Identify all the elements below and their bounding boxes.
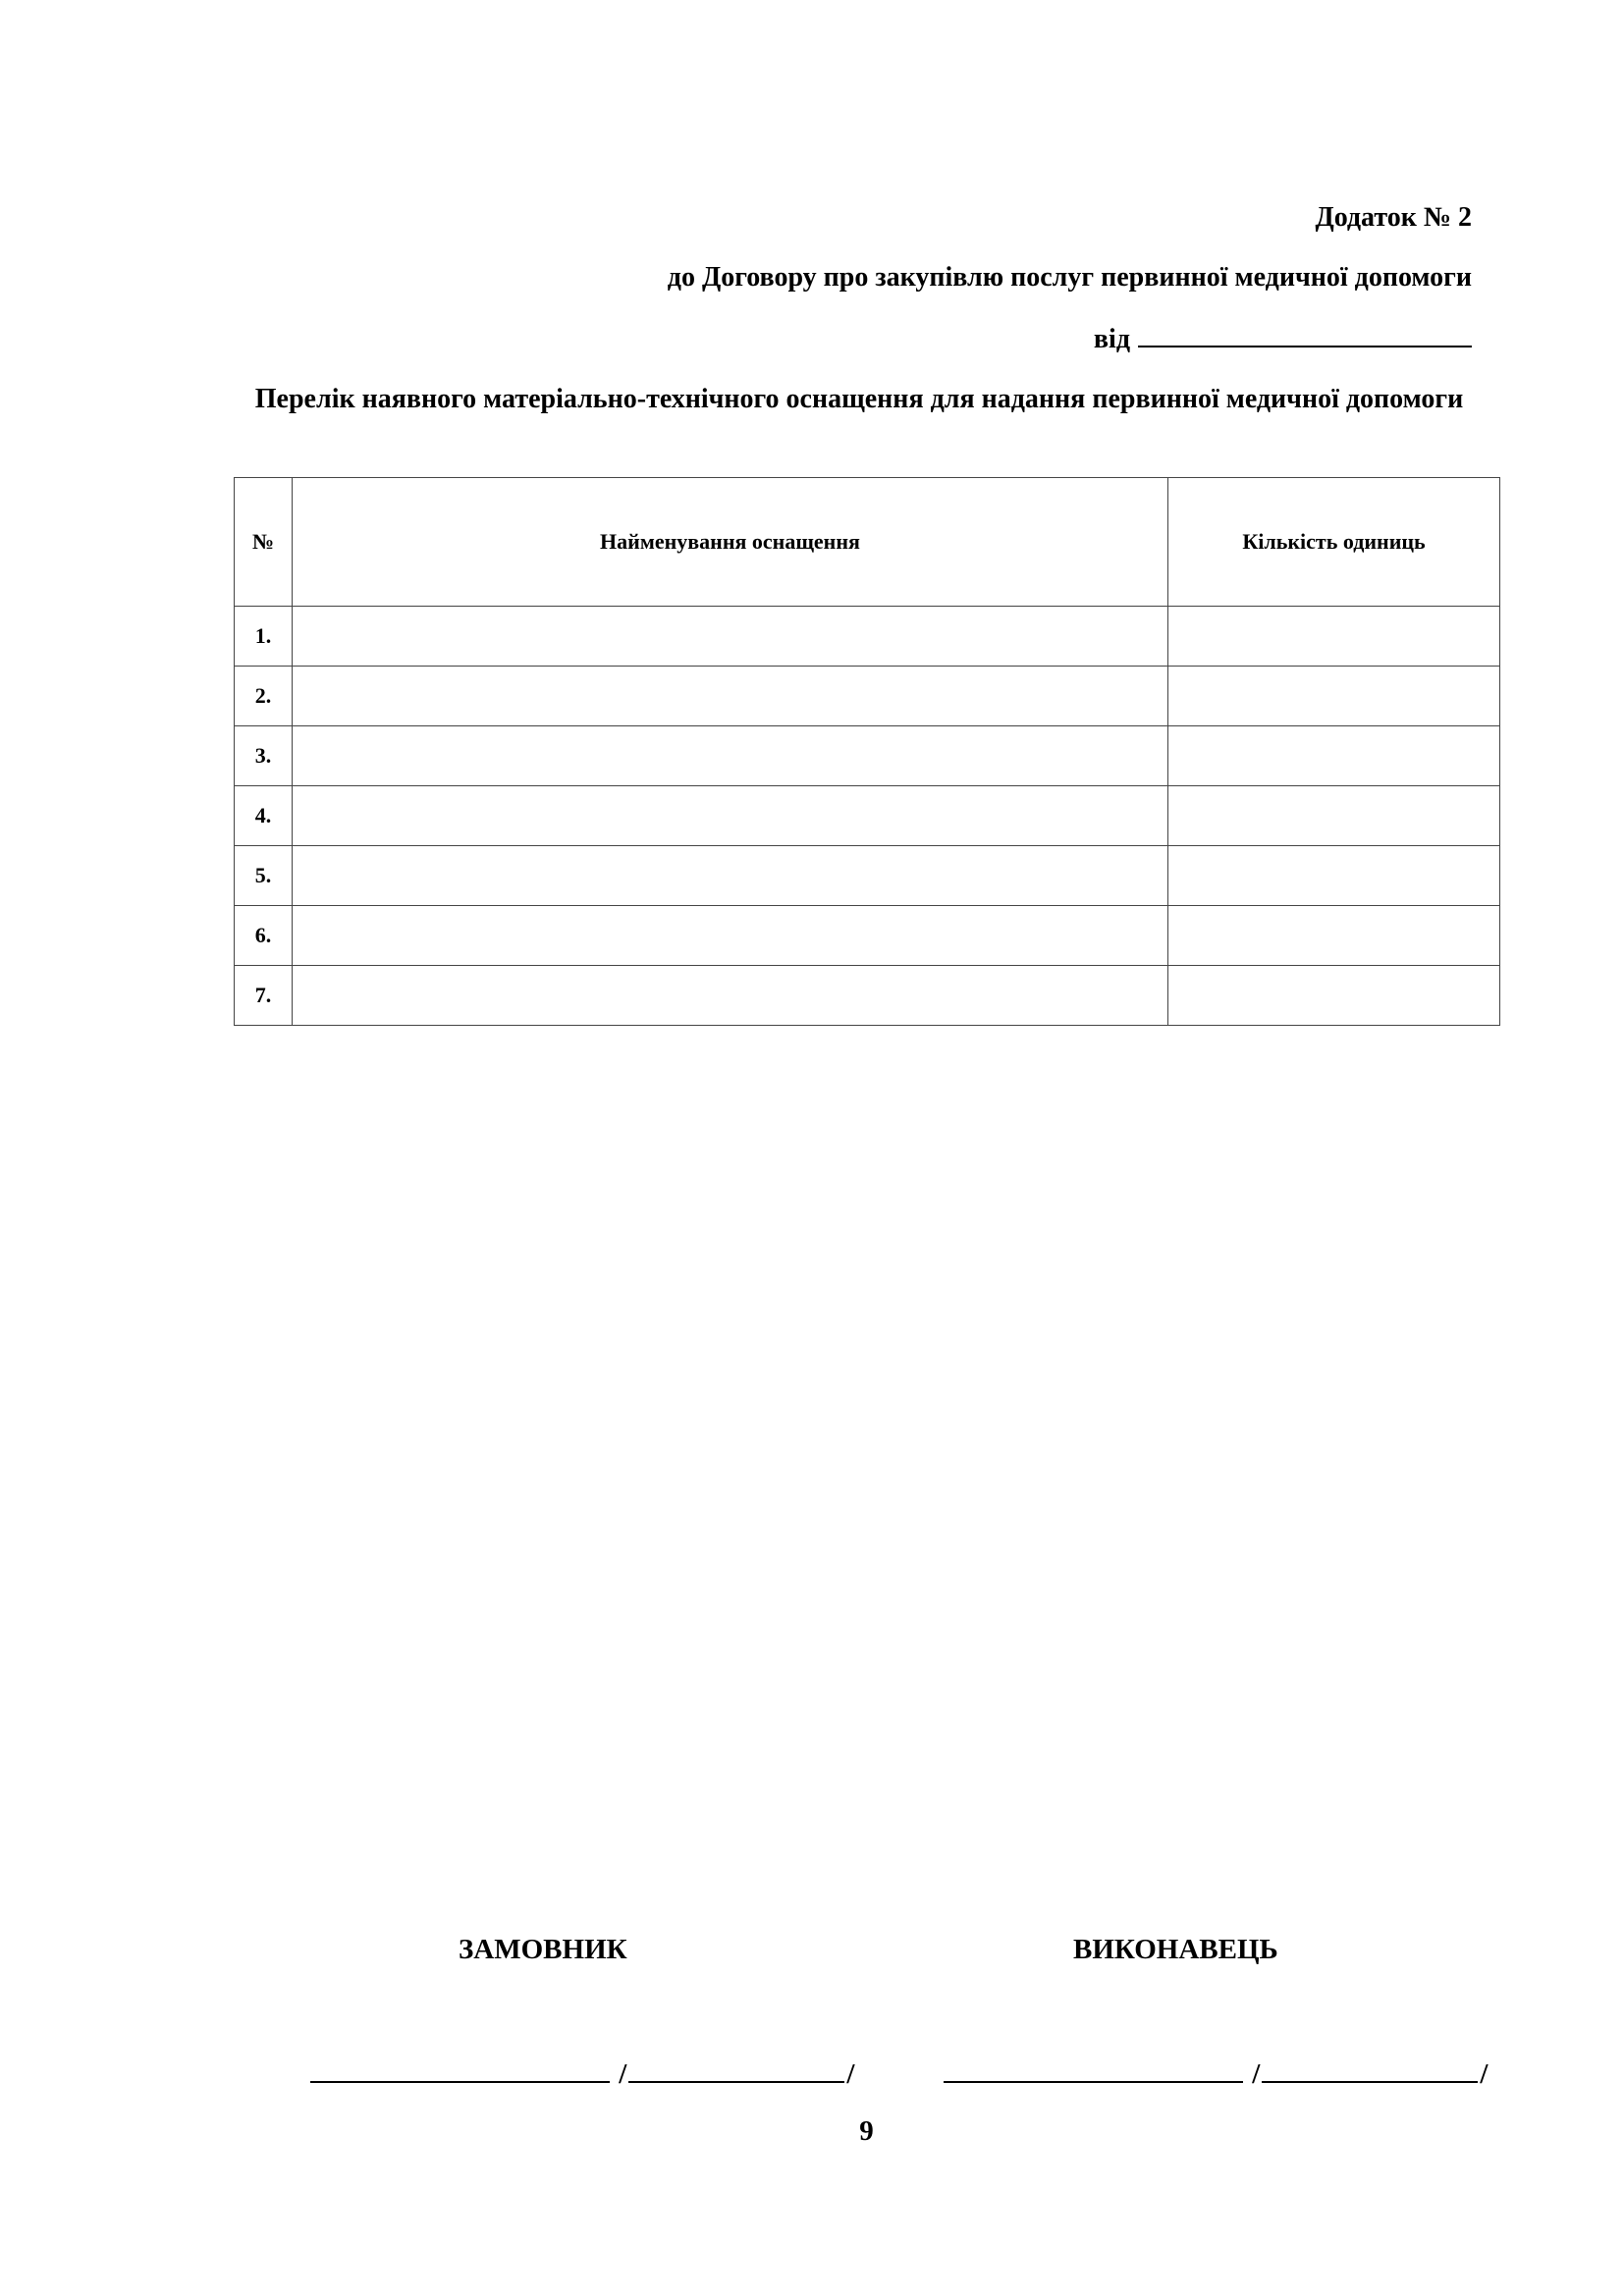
header-quantity: Кількість одиниць	[1168, 478, 1500, 607]
signature-separator: /	[846, 2058, 855, 2090]
date-prefix: від	[1093, 324, 1130, 354]
table-row	[235, 846, 1500, 906]
row-number: 2.	[235, 667, 293, 726]
row-equipment-name	[293, 667, 1168, 726]
row-equipment-name	[293, 906, 1168, 966]
contract-reference: до Договору про закупівлю послуг первинної медичної допомоги	[667, 262, 1472, 293]
table-row	[235, 667, 1500, 726]
table-row	[235, 786, 1500, 846]
signature-separator: /	[1480, 2058, 1489, 2090]
equipment-table	[234, 477, 1500, 1026]
contractor-signature-line	[944, 2052, 1489, 2090]
appendix-number: Додаток № 2	[1315, 202, 1472, 233]
contractor-name-blank	[1262, 2052, 1478, 2083]
table-row	[235, 966, 1500, 1026]
row-number: 6.	[235, 906, 293, 966]
contract-date-line	[1094, 320, 1472, 356]
date-blank	[1138, 320, 1472, 347]
table-header-row	[235, 478, 1500, 607]
document-title: Перелік наявного матеріально-технічного оснащення для надання первинної медичної допомоги	[254, 384, 1464, 414]
table-row	[235, 906, 1500, 966]
row-quantity	[1168, 906, 1500, 966]
customer-name-blank	[628, 2052, 844, 2083]
row-equipment-name	[293, 846, 1168, 906]
row-number: 1.	[235, 607, 293, 667]
row-quantity	[1168, 966, 1500, 1026]
row-quantity	[1168, 846, 1500, 906]
row-quantity	[1168, 607, 1500, 667]
row-number: 4.	[235, 786, 293, 846]
header-equipment-name: Найменування оснащення	[293, 478, 1168, 607]
row-equipment-name	[293, 966, 1168, 1026]
row-equipment-name	[293, 726, 1168, 786]
row-number: 5.	[235, 846, 293, 906]
row-equipment-name	[293, 786, 1168, 846]
customer-signature-line	[310, 2052, 856, 2090]
signature-separator: /	[619, 2058, 627, 2090]
table-row	[235, 607, 1500, 667]
row-number: 3.	[235, 726, 293, 786]
header-number: №	[235, 478, 293, 607]
page-number: 9	[859, 2115, 874, 2147]
contractor-signature-blank	[944, 2052, 1243, 2083]
customer-label: ЗАМОВНИК	[459, 1934, 627, 1965]
customer-signature-blank	[310, 2052, 610, 2083]
row-number: 7.	[235, 966, 293, 1026]
contractor-label: ВИКОНАВЕЦЬ	[1073, 1934, 1278, 1965]
signature-separator: /	[1252, 2058, 1261, 2090]
row-quantity	[1168, 786, 1500, 846]
row-quantity	[1168, 726, 1500, 786]
row-quantity	[1168, 667, 1500, 726]
table-row	[235, 726, 1500, 786]
row-equipment-name	[293, 607, 1168, 667]
